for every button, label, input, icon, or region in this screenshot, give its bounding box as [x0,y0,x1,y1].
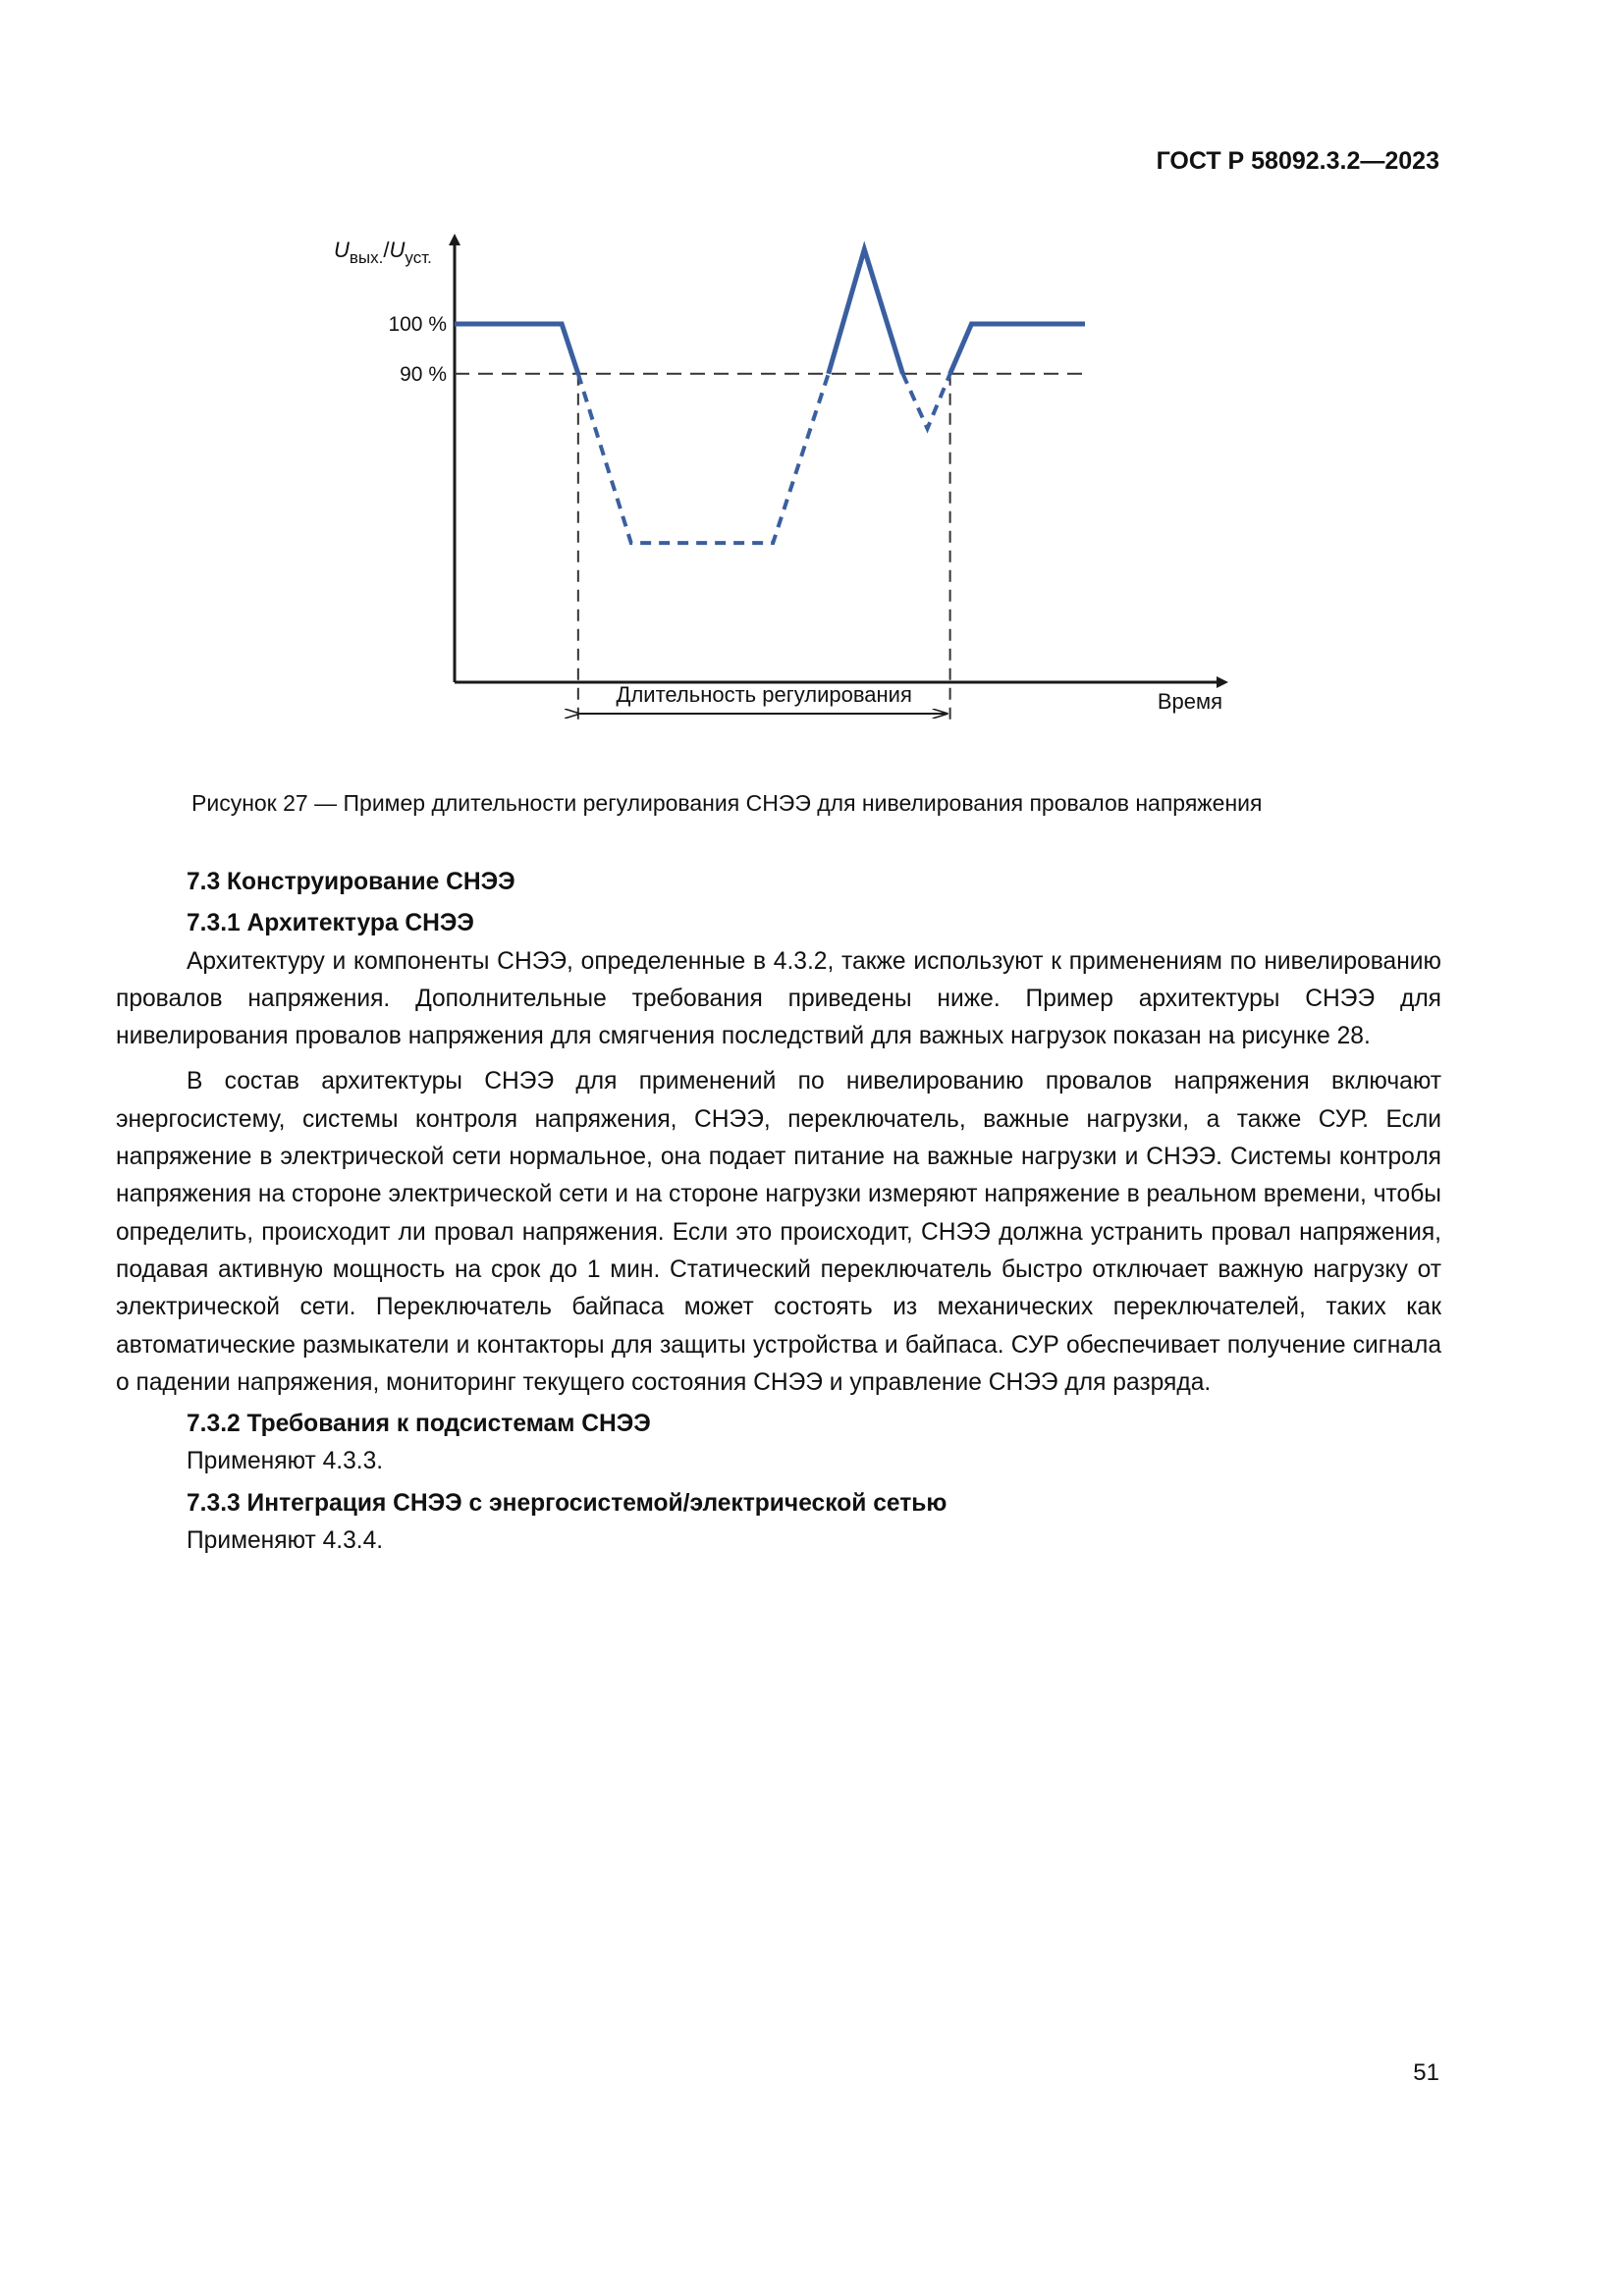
section-7-3 [116,864,1441,1560]
figure-caption: Рисунок 27 — Пример длительности регулирования СНЭЭ для нивелирования провалов напряжения [191,790,1263,816]
voltage-below-90-segment-1 [578,374,829,543]
voltage-below-90-segment-2 [902,374,949,429]
y-axis-label: $U_{вых.}/U_{уст.}$ [334,238,432,267]
duration-label: Длительность регулирования [616,682,912,707]
voltage-above-90-segment-2 [829,249,903,374]
series-layer [455,249,1085,543]
heading-7-3-2: 7.3.2 Требования к подсистемам СНЭЭ [187,1411,651,1438]
paragraph-architecture: Архитектуру и компоненты СНЭЭ, определенные в 4.3.2, также используют к применениям по нивелированию провалов напряжения. Дополнительные требования приведены ниже. Пример архитектуры СНЭЭ для нивелирования провалов напряжения для смягчения последствий для важных нагрузок показан на рисунке 28. [116,947,1441,1050]
y-tick-90: 90 % [400,362,447,386]
voltage-above-90-segment-1 [455,324,578,374]
heading-7-3-1: 7.3.1 Архитектура СНЭЭ [187,910,474,937]
figure-27 [314,218,1237,768]
voltage-above-90-segment-3 [950,324,1085,374]
standard-id: ГОСТ Р 58092.3.2—2023 [1156,147,1439,175]
heading-7-3-3: 7.3.3 Интеграция СНЭЭ с энергосистемой/электрической сетью [187,1489,947,1517]
x-axis-label: Время [1157,689,1222,714]
paragraph-apply-4-3-3: Применяют 4.3.3. [187,1448,384,1475]
y-tick-100: 100 % [388,313,447,337]
heading-7-3: 7.3 Конструирование СНЭЭ [187,869,515,895]
paragraph-apply-4-3-4: Применяют 4.3.4. [187,1527,384,1555]
page-number: 51 [1413,2059,1439,2086]
paragraph-architecture-composition: В состав архитектуры СНЭЭ для применений по нивелированию провалов напряжения включают энергосистему, системы контроля напряжения, СНЭЭ, переключатель, важные нагрузки, а также СУР. Если напряжение в электрической сети нормальное, она подает питание на важные нагрузки и СНЭЭ. Системы контроля напряжения на стороне электрической сети и на стороне нагрузки измеряют напряжение в реальном времени, чтобы определить, происходит ли провал напряжения. Если это происходит, СНЭЭ должна устранить провал напряжения, подавая активную мощность на срок до 1 мин. Статический переключатель быстро отключает важную нагрузку от электрической сети. Переключатель байпаса может состоять из механических переключателей, таких как автоматические размыкатели и контакторы для защиты устройства и байпаса. СУР обеспечивает получение сигнала о падении напряжения, мониторинг текущего состояния СНЭЭ и управление СНЭЭ для разряда. [116,1068,1441,1396]
voltage-dip-chart [314,218,1237,768]
